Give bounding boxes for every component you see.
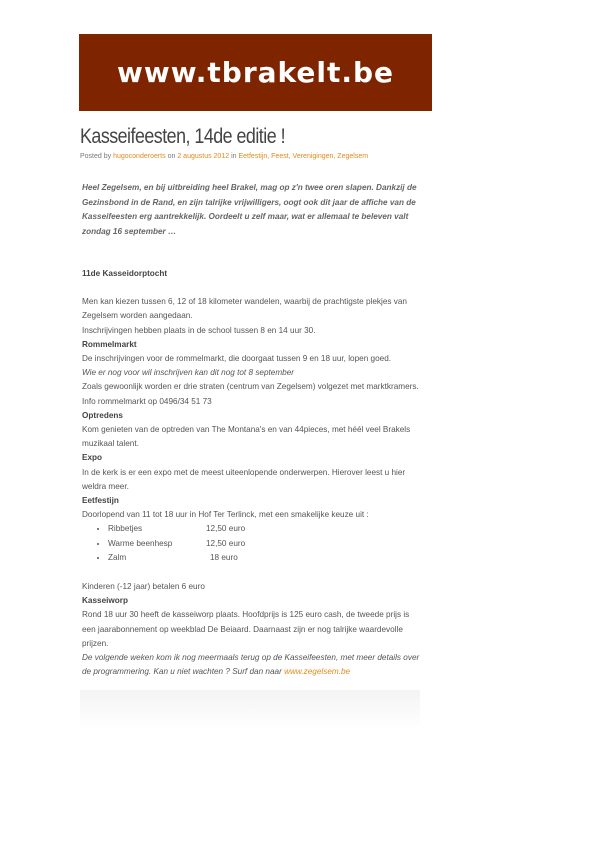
paragraph-dorptocht-1: Men kan kiezen tussen 6, 12 of 18 kilometer wandelen, waarbij de prachtigste plekjes van Zegelsem worden aangedaan. bbox=[82, 297, 407, 321]
paragraph-rommelmarkt-2: Wie er nog voor wil inschrijven kan dit nog tot 8 september bbox=[82, 368, 294, 378]
paragraph-outro: De volgende weken kom ik nog meermaals terug op de Kasseifeesten, met meer details over de programmering. Kan u niet wachten ? Surf dan naar www.zegelsem.be bbox=[82, 652, 420, 677]
post-intro: Heel Zegelsem, en bij uitbreiding heel Brakel, mag op z'n twee oren slapen. Dankzij de Gezinsbond in de Rand, en zijn talrijke vrijwilligers, oogt ook dit jaar de affiche van de Kasseifeesten erg aantrekkelijk. Oordeelt u zelf maar, wat er allemaal te beleven valt zondag 16 september … bbox=[82, 183, 417, 236]
author-link[interactable]: hugoconderoerts bbox=[113, 153, 166, 160]
post-meta bbox=[80, 153, 368, 160]
menu-list bbox=[82, 522, 422, 566]
paragraph-eetfestijn: Doorlopend van 11 tot 18 uur in Hof Ter Terlinck, met een smakelijke keuze uit : bbox=[82, 510, 369, 520]
list-item: • Zalm 18 euro bbox=[108, 551, 422, 566]
heading-expo: Expo bbox=[82, 453, 103, 463]
list-item: • Ribbetjes 12,50 euro bbox=[108, 522, 422, 537]
zegelsem-link[interactable]: www.zegelsem.be bbox=[284, 667, 351, 677]
heading-dorptocht: 11de Kasseidorptocht bbox=[82, 269, 168, 278]
in-label: in bbox=[231, 153, 237, 160]
paragraph-optredens: Kom genieten van de optreden van The Montana's en van 44pieces, met héél veel Brakels muzikaal talent. bbox=[82, 425, 411, 449]
banner-title: www.tbrakelt.be bbox=[116, 56, 395, 89]
bottom-fade bbox=[80, 690, 420, 730]
post-title[interactable]: Kasseifeesten, 14de editie ! bbox=[80, 125, 286, 148]
site-banner[interactable] bbox=[79, 34, 432, 111]
categories-links[interactable]: Eetfestijn, Feest, Verenigingen, Zegelsem bbox=[238, 153, 369, 160]
date-link[interactable]: 2 augustus 2012 bbox=[177, 153, 230, 160]
list-item: • Warme beenhesp 12,50 euro bbox=[108, 537, 422, 552]
heading-kasseiworp: Kasseiworp bbox=[82, 596, 128, 606]
paragraph-expo: In de kerk is er een expo met de meest uiteenlopende onderwerpen. Hierover leest u hier weldra meer. bbox=[82, 467, 406, 491]
heading-eetfestijn: Eetfestijn bbox=[82, 496, 119, 506]
on-label: on bbox=[167, 153, 176, 160]
paragraph-kasseiworp: Rond 18 uur 30 heeft de kasseiworp plaats. Hoofdprijs is 125 euro cash, de tweede prijs is een jaarabonnement op weekblad De Beiaard. Daarnaast zijn er nog talrijke waardevolle prijzen. bbox=[82, 610, 410, 648]
heading-rommelmarkt: Rommelmarkt bbox=[82, 339, 137, 349]
paragraph-kinderen: Kinderen (-12 jaar) betalen 6 euro bbox=[82, 581, 205, 591]
paragraph-rommelmarkt-1: De inschrijvingen voor de rommelmarkt, die doorgaat tussen 9 en 18 uur, lopen goed. bbox=[82, 354, 392, 364]
paragraph-dorptocht-2: Inschrijvingen hebben plaats in de school tussen 8 en 14 uur 30. bbox=[82, 325, 316, 335]
paragraph-rommelmarkt-3: Zoals gewoonlijk worden er drie straten (centrum van Zegelsem) volgezet met marktkramers. bbox=[82, 382, 419, 392]
posted-by-label: Posted by bbox=[80, 153, 112, 160]
paragraph-rommelmarkt-4: Info rommelmarkt op 0496/34 51 73 bbox=[82, 396, 212, 406]
post-content bbox=[82, 181, 422, 679]
heading-optredens: Optredens bbox=[82, 410, 123, 420]
